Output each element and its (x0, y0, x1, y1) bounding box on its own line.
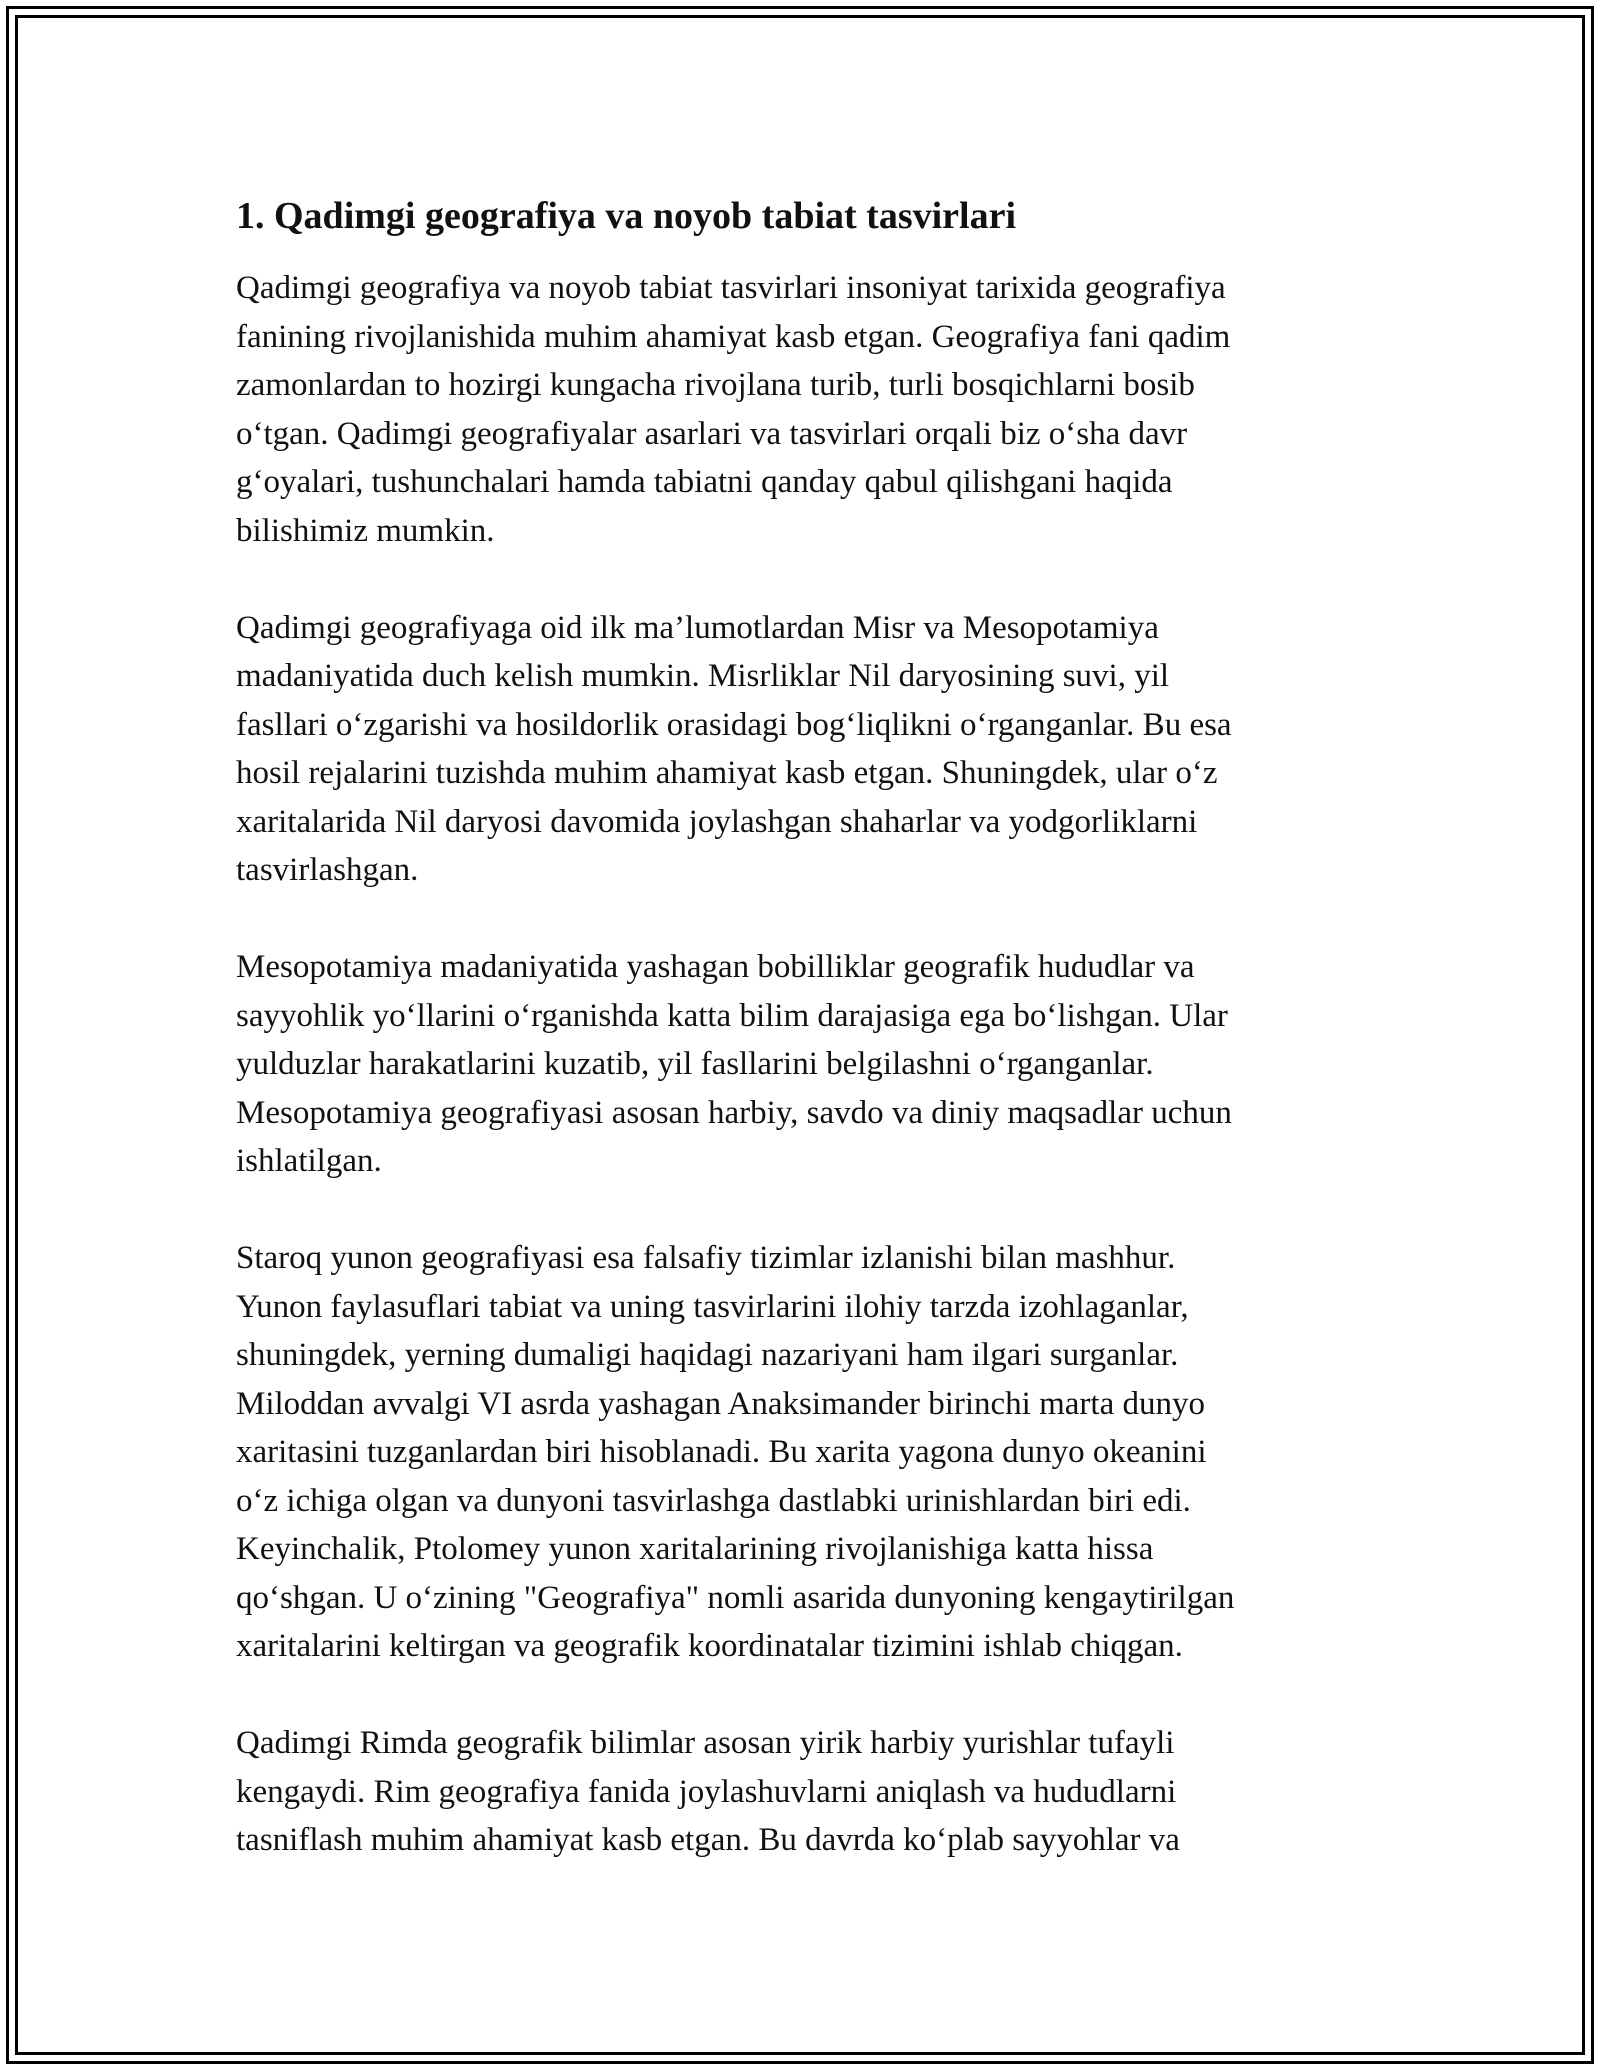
text-line: hosil rejalarini tuzishda muhim ahamiyat kasb etgan. Shuningdek, ular o‘z (236, 755, 1218, 791)
text-line: ishlatilgan. (236, 1143, 382, 1179)
text-line: Mesopotamiya madaniyatida yashagan bobilliklar geografik hududlar va (236, 949, 1195, 985)
text-line: Staroq yunon geografiyasi esa falsafiy tizimlar izlanishi bilan mashhur. (236, 1240, 1176, 1276)
text-line: tasvirlashgan. (236, 852, 419, 888)
paragraph-2 (236, 604, 1366, 895)
paragraphs-container (236, 264, 1366, 1865)
text-line: Keyinchalik, Ptolomey yunon xaritalarining rivojlanishiga katta hissa (236, 1531, 1154, 1567)
text-line: madaniyatida duch kelish mumkin. Misrliklar Nil daryosining suvi, yil (236, 658, 1170, 694)
text-line: tasniflash muhim ahamiyat kasb etgan. Bu davrda ko‘plab sayyohlar va (236, 1822, 1180, 1858)
text-line: kengaydi. Rim geografiya fanida joylashuvlarni aniqlash va hududlarni (236, 1773, 1177, 1810)
text-line: fanining rivojlanishida muhim ahamiyat kasb etgan. Geografiya fani qadim (236, 318, 1231, 355)
text-line: o‘z ichiga olgan va dunyoni tasvirlashga dastlabki urinishlardan biri edi. (236, 1482, 1191, 1519)
text-line: xaritalarini keltirgan va geografik koordinatalar tizimini ishlab chiqgan. (236, 1628, 1183, 1664)
text-line: zamonlardan to hozirgi kungacha rivojlana turib, turli bosqichlarni bosib (236, 367, 1195, 403)
text-line: Qadimgi geografiyaga oid ilk ma’lumotlardan Misr va Mesopotamiya (236, 609, 1159, 646)
text-line: qo‘shgan. U o‘zining "Geografiya" nomli asarida dunyoning kengaytirilgan (236, 1579, 1235, 1616)
text-line: Qadimgi Rimda geografik bilimlar asosan yirik harbiy yurishlar tufayli (236, 1725, 1175, 1761)
text-line: yulduzlar harakatlarini kuzatib, yil fasllarini belgilashni o‘rganganlar. (236, 1046, 1154, 1082)
text-line: xaritalarida Nil daryosi davomida joylashgan shaharlar va yodgorliklarni (236, 803, 1198, 840)
text-line: o‘tgan. Qadimgi geografiyalar asarlari va tasvirlari orqali biz o‘sha davr (236, 415, 1188, 452)
paragraph-3 (236, 943, 1366, 1186)
text-line: Qadimgi geografiya va noyob tabiat tasvirlari insoniyat tarixida geografiya (236, 270, 1226, 306)
paragraph-1 (236, 264, 1366, 555)
paragraph-4 (236, 1234, 1366, 1671)
text-line: Mesopotamiya geografiyasi asosan harbiy, savdo va diniy maqsadlar uchun (236, 1094, 1232, 1131)
text-line: Miloddan avvalgi VI asrda yashagan Anaksimander birinchi marta dunyo (236, 1385, 1205, 1422)
text-line: bilishimiz mumkin. (236, 512, 495, 549)
text-line: g‘oyalari, tushunchalari hamda tabiatni qanday qabul qilishgani haqida (236, 464, 1173, 500)
text-line: Yunon faylasuflari tabiat va uning tasvirlarini ilohiy tarzda izohlaganlar, (236, 1288, 1189, 1325)
text-line: sayyohlik yo‘llarini o‘rganishda katta bilim darajasiga ega bo‘lishgan. Ular (236, 997, 1228, 1034)
text-line: shuningdek, yerning dumaligi haqidagi nazariyani ham ilgari surganlar. (236, 1337, 1179, 1373)
section-heading: 1. Qadimgi geografiya va noyob tabiat tasvirlari (236, 195, 1017, 237)
document-body (236, 186, 1366, 1913)
text-line: fasllari o‘zgarishi va hosildorlik orasidagi bog‘liqlikni o‘rganganlar. Bu esa (236, 706, 1232, 743)
paragraph-5 (236, 1719, 1366, 1865)
text-line: xaritasini tuzganlardan biri hisoblanadi. Bu xarita yagona dunyo okeanini (236, 1434, 1207, 1470)
